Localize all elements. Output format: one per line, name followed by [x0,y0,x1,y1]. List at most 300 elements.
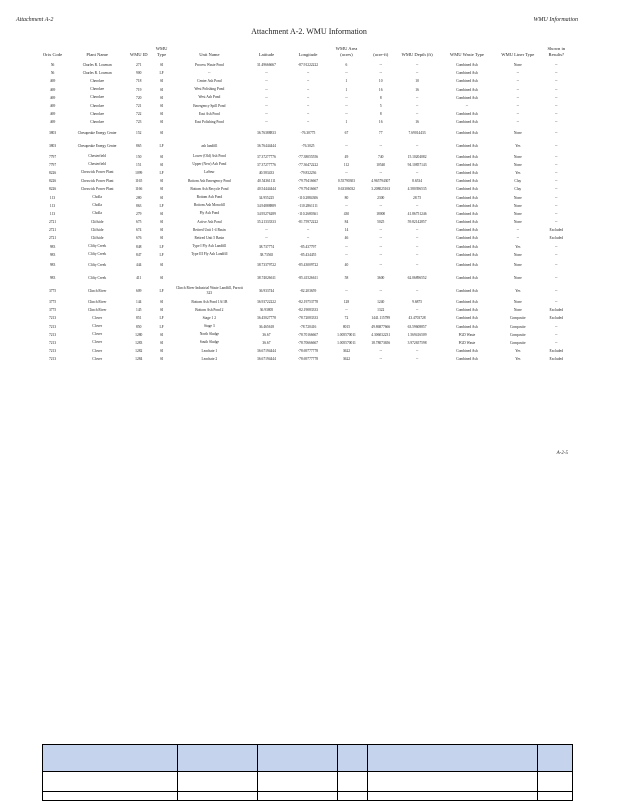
table-cell: Cherokee [90,78,105,83]
table-cell: 983 [49,263,56,268]
table-cell: Clover [92,324,103,329]
table-cell: 63.59608857 [407,324,427,329]
table-cell: Combined Ash [456,203,478,208]
table-cell: 469 [49,104,56,109]
table-cell: 40.54444444 [257,187,276,192]
header-cell [368,745,538,772]
table-cell: 46 [344,236,349,241]
table-cell: -78.70166667 [297,332,319,337]
table-cell: 1.005570011 [337,340,356,345]
table-cell: 16 [415,120,419,125]
table-cell: 3775 [48,308,57,313]
table-cell: SI [159,179,164,184]
table-cell: -- [345,144,348,148]
table-cell: SI [159,357,164,362]
table-cell: -- [516,87,520,92]
table-cell: 8226 [48,170,57,175]
table-cell: -- [415,63,419,68]
table-row [38,226,574,234]
table-row [38,110,574,118]
table-cell: -110.2680361 [298,211,318,216]
table-cell: Combined Ash [456,308,478,313]
table-cell: Combined Ash [456,71,478,76]
table-row [38,177,574,185]
table-row [38,193,574,201]
table-cell: 94.10857143 [407,162,427,167]
table-cell: Cheswick Power Plant [80,170,114,175]
table-cell: -87.91222222 [297,63,319,68]
table-cell: -- [415,104,419,109]
table-cell: 144 [136,300,142,305]
table-cell: -- [265,112,268,117]
table-cell: 113 [49,211,56,216]
table-cell: -- [555,112,558,117]
table-row [38,272,574,285]
table-cell: Bottom Ash Pond 1A/1B [191,299,228,304]
table-cell: SI [159,236,164,241]
table-cell: -78.70666667 [297,340,319,345]
table-cell: Combined Ash [456,87,478,92]
table-cell: Bottom Ash Monofill [193,203,225,208]
table-cell: -78.69777778 [297,349,319,354]
table-cell: 469 [49,95,56,100]
table-cell: Combined Ash [456,95,478,100]
table-cell: -85.41526611 [298,276,318,281]
table-cell: 56 [50,63,55,68]
table-cell: 36.45027778 [257,316,276,321]
table-cell: 279 [136,211,142,216]
table-cell: 3600 [377,276,385,281]
table-cell: -- [379,349,382,354]
table-cell: Leachate 2 [201,356,218,361]
blank-cell [368,772,538,792]
table-cell: -110.2884306 [298,195,318,200]
table-cell: 56 [50,71,55,76]
table-cell: 40 [344,263,349,268]
table-cell: 5 [379,104,382,109]
table-cell: 113 [49,195,56,200]
table-cell: 3622 [342,349,351,354]
table-cell: 49 [344,154,349,159]
table-cell: -- [345,203,348,208]
table-cell: None [513,162,522,167]
table-cell: 280 [136,195,142,200]
header-cell [538,745,573,772]
table-cell: Clifty Creek [88,275,107,280]
table-cell: 609 [136,289,142,294]
table-cell: SI [159,300,164,305]
table-cell: -- [516,104,520,109]
table-cell: Combined Ash [456,187,478,192]
table-cell: Clinch River [87,299,107,304]
table-cell: Active Ash Pond [197,219,222,224]
table-row [38,94,574,102]
table-cell: -- [306,95,310,100]
table-cell: None [513,263,522,268]
table-cell: -- [415,357,419,362]
table-cell: -78.720416 [299,324,317,329]
table-cell: Cherokee [90,119,105,124]
table-cell: -- [306,236,310,241]
table-cell: SI [159,195,164,200]
table-cell: 723 [136,120,142,125]
table-cell: Composite [510,324,526,329]
table-cell: 3775 [48,300,57,305]
table-cell: Combined Ash [456,179,478,184]
table-cell: 1 [345,87,348,92]
table-cell: -- [555,63,558,68]
table-cell: 113 [49,203,56,208]
table-cell: Cliffside [90,219,104,224]
table-cell: SI [159,154,164,159]
table-cell: None [513,300,522,305]
table-cell: SI [159,276,164,281]
table-cell: -- [345,104,348,109]
table-cell: -- [555,87,558,92]
table-cell: 4.965794307 [371,179,391,184]
table-cell: Combined Ash [456,144,478,148]
table-row [38,339,574,347]
table-cell: 34.955225 [258,195,275,200]
table-cell: 1282 [135,349,143,354]
table-cell: LF [159,252,164,257]
table-cell: Cliffside [90,235,104,240]
table-cell: -- [306,79,310,84]
table-cell: Clover [92,356,103,361]
table-cell: -- [555,187,558,192]
table-cell: West Ash Pond [198,95,221,100]
table-row [38,306,574,314]
table-cell: South Sludge [199,340,219,345]
table-cell: 67 [344,131,349,135]
table-cell: -- [415,308,419,313]
table-cell: Composite [510,340,526,345]
table-cell: 16 [378,87,383,92]
table-cell: 5025 [377,220,385,225]
table-cell: -- [306,104,310,109]
blank-row [43,772,573,792]
table-cell: 152 [136,131,142,135]
table-cell: -76.30775 [300,131,316,135]
header-right: WMU Information [533,17,578,23]
table-cell: 16 [415,87,419,92]
table-cell: 721 [136,104,142,109]
table-cell: 49.86877666 [371,324,391,329]
table-cell: 1166 [135,187,143,192]
table-cell: SI [159,112,164,117]
next-page-table-header [42,744,573,801]
table-cell: -85.434455 [299,252,317,257]
table-cell: -- [555,131,558,135]
table-cell: 38.737774 [258,244,275,249]
table-cell: -- [415,263,419,268]
table-cell: -82.19083333 [297,308,319,313]
table-cell: Stage 3 [204,324,215,329]
table-cell: 722 [136,112,142,117]
table-cell: Upper (New) Ash Pond [192,162,227,167]
table-cell: 1 [345,120,348,125]
table-cell: -- [555,144,558,148]
table-row [38,218,574,226]
table-cell: -82.203659 [299,289,317,294]
table-cell: 18.78073656 [371,340,391,345]
table-cell: None [513,276,522,281]
table-cell: -- [516,236,520,241]
table-cell: -- [415,203,419,208]
table-cell: -- [379,252,382,257]
table-cell: Center Ash Pond [197,78,222,83]
table-cell: -- [379,71,382,76]
table-cell: Bottom Ash Recycle Pond [190,186,229,191]
table-cell: SI [159,308,164,313]
table-cell: 1165 [135,179,143,184]
table-cell: Combined Ash [456,220,478,225]
table-cell: SI [159,220,164,225]
table-cell: FGD Waste [458,332,476,337]
table-cell: 18000 [376,211,386,216]
table-cell: 718 [136,79,142,84]
table-cell: 38.73565 [259,252,274,257]
table-cell: 444 [136,263,142,268]
table-cell: Leachate 1 [201,348,218,353]
table-cell: LF [159,244,164,249]
table-cell: 8 [379,112,382,117]
table-cell: 1 [345,79,348,84]
blank-cell [43,772,178,792]
table-cell: 1322 [377,308,385,313]
table-cell: Clover [92,315,103,320]
table-cell: 112 [343,162,350,167]
table-cell: -- [306,112,310,117]
table-cell: 9.6875 [412,300,423,305]
table-cell: Clifty Creek [88,252,107,257]
table-cell: 2721 [48,220,57,225]
table-cell [173,127,246,140]
table-row [38,347,574,355]
table-cell: -- [345,244,348,249]
table-cell: -- [306,87,310,92]
table-cell: Combined Ash [456,316,478,321]
table-cell: 8 [379,95,382,100]
blank-row [43,792,573,801]
table-cell: -- [208,70,211,75]
table-cell: Charles R. Lowman [82,70,112,75]
table-cell: 36.933744 [258,289,275,294]
table-cell: Combined Ash [456,195,478,200]
table-cell: Clover [92,348,103,353]
document-title: Attachment A-2. WMU Information [251,27,367,36]
table-cell: Combined Ash [456,120,478,125]
table-cell: 37.37277776 [257,154,276,159]
table-cell: -- [379,236,382,241]
table-cell: Yes [515,170,521,175]
table-cell: West Polishing Pond [194,87,225,92]
table-cell: 38.73379722 [257,263,276,268]
table-cell: -- [516,228,520,233]
table-cell: Chesapeake Energy Center [77,143,117,148]
table-cell: -- [555,289,558,294]
table-cell: Cliffside [90,227,104,232]
table-cell: -79.832236 [299,170,317,175]
table-cell: -- [555,332,558,337]
column-header: WMU ID [129,51,148,57]
table-row [38,298,574,306]
table-cell: Type I Fly Ash Landfill [192,244,227,249]
table-cell: Combined Ash [456,236,478,241]
column-header: Shown in Results? [547,46,566,57]
table-cell: Cholla [92,211,102,216]
table-row [38,161,574,169]
table-cell: 8226 [48,179,57,184]
table-cell: Yes [515,144,521,148]
table-cell: -- [555,252,558,257]
table-cell: 40.583433 [258,170,275,175]
table-cell: 3775 [48,289,57,294]
table-cell: -- [555,95,558,100]
table-cell: 3803 [48,144,57,148]
header-cell [338,745,368,772]
table-cell: -- [265,95,268,100]
table-cell: Combined Ash [456,112,478,117]
table-cell: -- [379,357,382,362]
table-cell: Combined Ash [456,63,478,68]
table-cell: 0.55790303 [337,179,355,184]
table-cell: -- [415,236,419,241]
table-cell: Lower (Old) Ash Pond [192,154,226,159]
table-cell: 31.49666667 [257,63,276,68]
table-cell: -- [555,120,558,125]
table-cell: -- [345,170,348,175]
table-cell: -- [379,144,382,148]
table-cell: Excluded [549,228,564,233]
table-cell: Cherokee [90,111,105,116]
table-cell: Emergency Spill Pond [193,103,226,108]
table-row [38,259,574,272]
table-cell: -- [379,170,382,175]
table-row [38,153,574,161]
table-cell: Type III Fly Ash Landfill [191,252,228,257]
table-cell: Combined Ash [456,131,478,135]
table-cell: 848 [136,244,142,249]
table-cell: 271 [136,63,142,68]
table-cell: -- [555,71,558,76]
table-cell: -- [516,79,520,84]
table-cell: 145 [136,308,142,313]
table-cell: FGD Waste [458,340,476,345]
table-cell: 469 [49,112,56,117]
table-cell: SI [159,340,164,345]
table-cell: 16 [378,120,383,125]
table-cell: -- [379,263,382,268]
table-cell: Excluded [549,308,564,313]
table-cell: -- [415,144,419,148]
table-cell: 15.10204082 [407,154,427,159]
table-cell: SI [159,104,164,109]
table-cell: 36.67194444 [257,349,276,354]
table-cell: Combined Ash [456,211,478,216]
table-cell: Clover [92,332,103,337]
column-header: Plant Name [86,51,108,57]
table-cell: Clay [514,187,522,192]
table-cell: LaSeur [204,170,215,175]
table-cell: -- [345,308,348,313]
table-cell: 7213 [48,316,57,321]
table-cell: Cholla [92,195,102,200]
table-cell: 865 [136,144,142,148]
table-cell: 1284 [135,357,143,362]
table-cell: -- [306,71,310,76]
header-cell [258,745,338,772]
table-cell: 1280 [135,332,143,337]
table-cell: 7.69014433 [408,131,426,135]
table-cell: 430 [343,211,350,216]
table-cell: 150 [136,154,142,159]
table-cell: 36.67 [262,340,271,345]
table-cell: None [513,252,522,257]
table-cell: -- [555,203,558,208]
table-cell: Chesapeake Energy Center [77,130,117,135]
table-row [38,202,574,210]
table-cell: -77.36472222 [297,162,319,167]
table-cell: 77 [378,131,383,135]
table-cell: 7213 [48,349,57,354]
table-cell: 847 [136,252,142,257]
column-header: WMU Depth (ft) [401,51,433,57]
table-cell: 10540 [376,162,386,167]
table-cell: -- [516,95,520,100]
table-cell: Combined Ash [456,324,478,329]
table-cell: Cheswick Power Plant [80,178,114,183]
table-cell: 8226 [48,187,57,192]
table-cell: Fly Ash Pond [199,211,220,216]
table-header-row [38,46,574,61]
table-cell [173,259,246,272]
table-row [38,77,574,85]
table-cell: 4.306032231 [371,332,391,337]
table-cell: Combined Ash [456,252,478,257]
table-cell: Excluded [549,236,564,241]
table-cell: -85.43009722 [297,263,319,268]
table-cell: None [513,154,522,159]
table-cell: 7213 [48,324,57,329]
table-row [38,314,574,322]
table-cell: 674 [136,228,142,233]
table-cell: 2300 [377,195,385,200]
table-cell: SI [159,187,164,192]
table-cell: 719 [136,87,142,92]
blank-cell [538,792,573,801]
table-cell: -- [555,324,558,329]
table-cell: 740 [378,154,384,159]
table-cell: -- [516,71,520,76]
table-cell: 3803 [48,131,57,135]
table-cell: SI [159,63,164,68]
page-number: A-2-5 [556,451,568,456]
table-cell: East Ash Pond [198,111,220,116]
table-cell: Clover [92,340,103,345]
table-cell: Excluded [549,349,564,354]
table-row [38,355,574,363]
table-row [38,323,574,331]
table-cell: 2721 [48,228,57,233]
table-cell: Yes [515,357,521,362]
table-cell: None [513,308,522,313]
table-cell: -- [345,252,348,257]
table-cell: SI [159,332,164,337]
table-row [38,61,574,69]
table-cell: 7797 [48,162,57,167]
table-cell: 37.37277776 [257,162,276,167]
